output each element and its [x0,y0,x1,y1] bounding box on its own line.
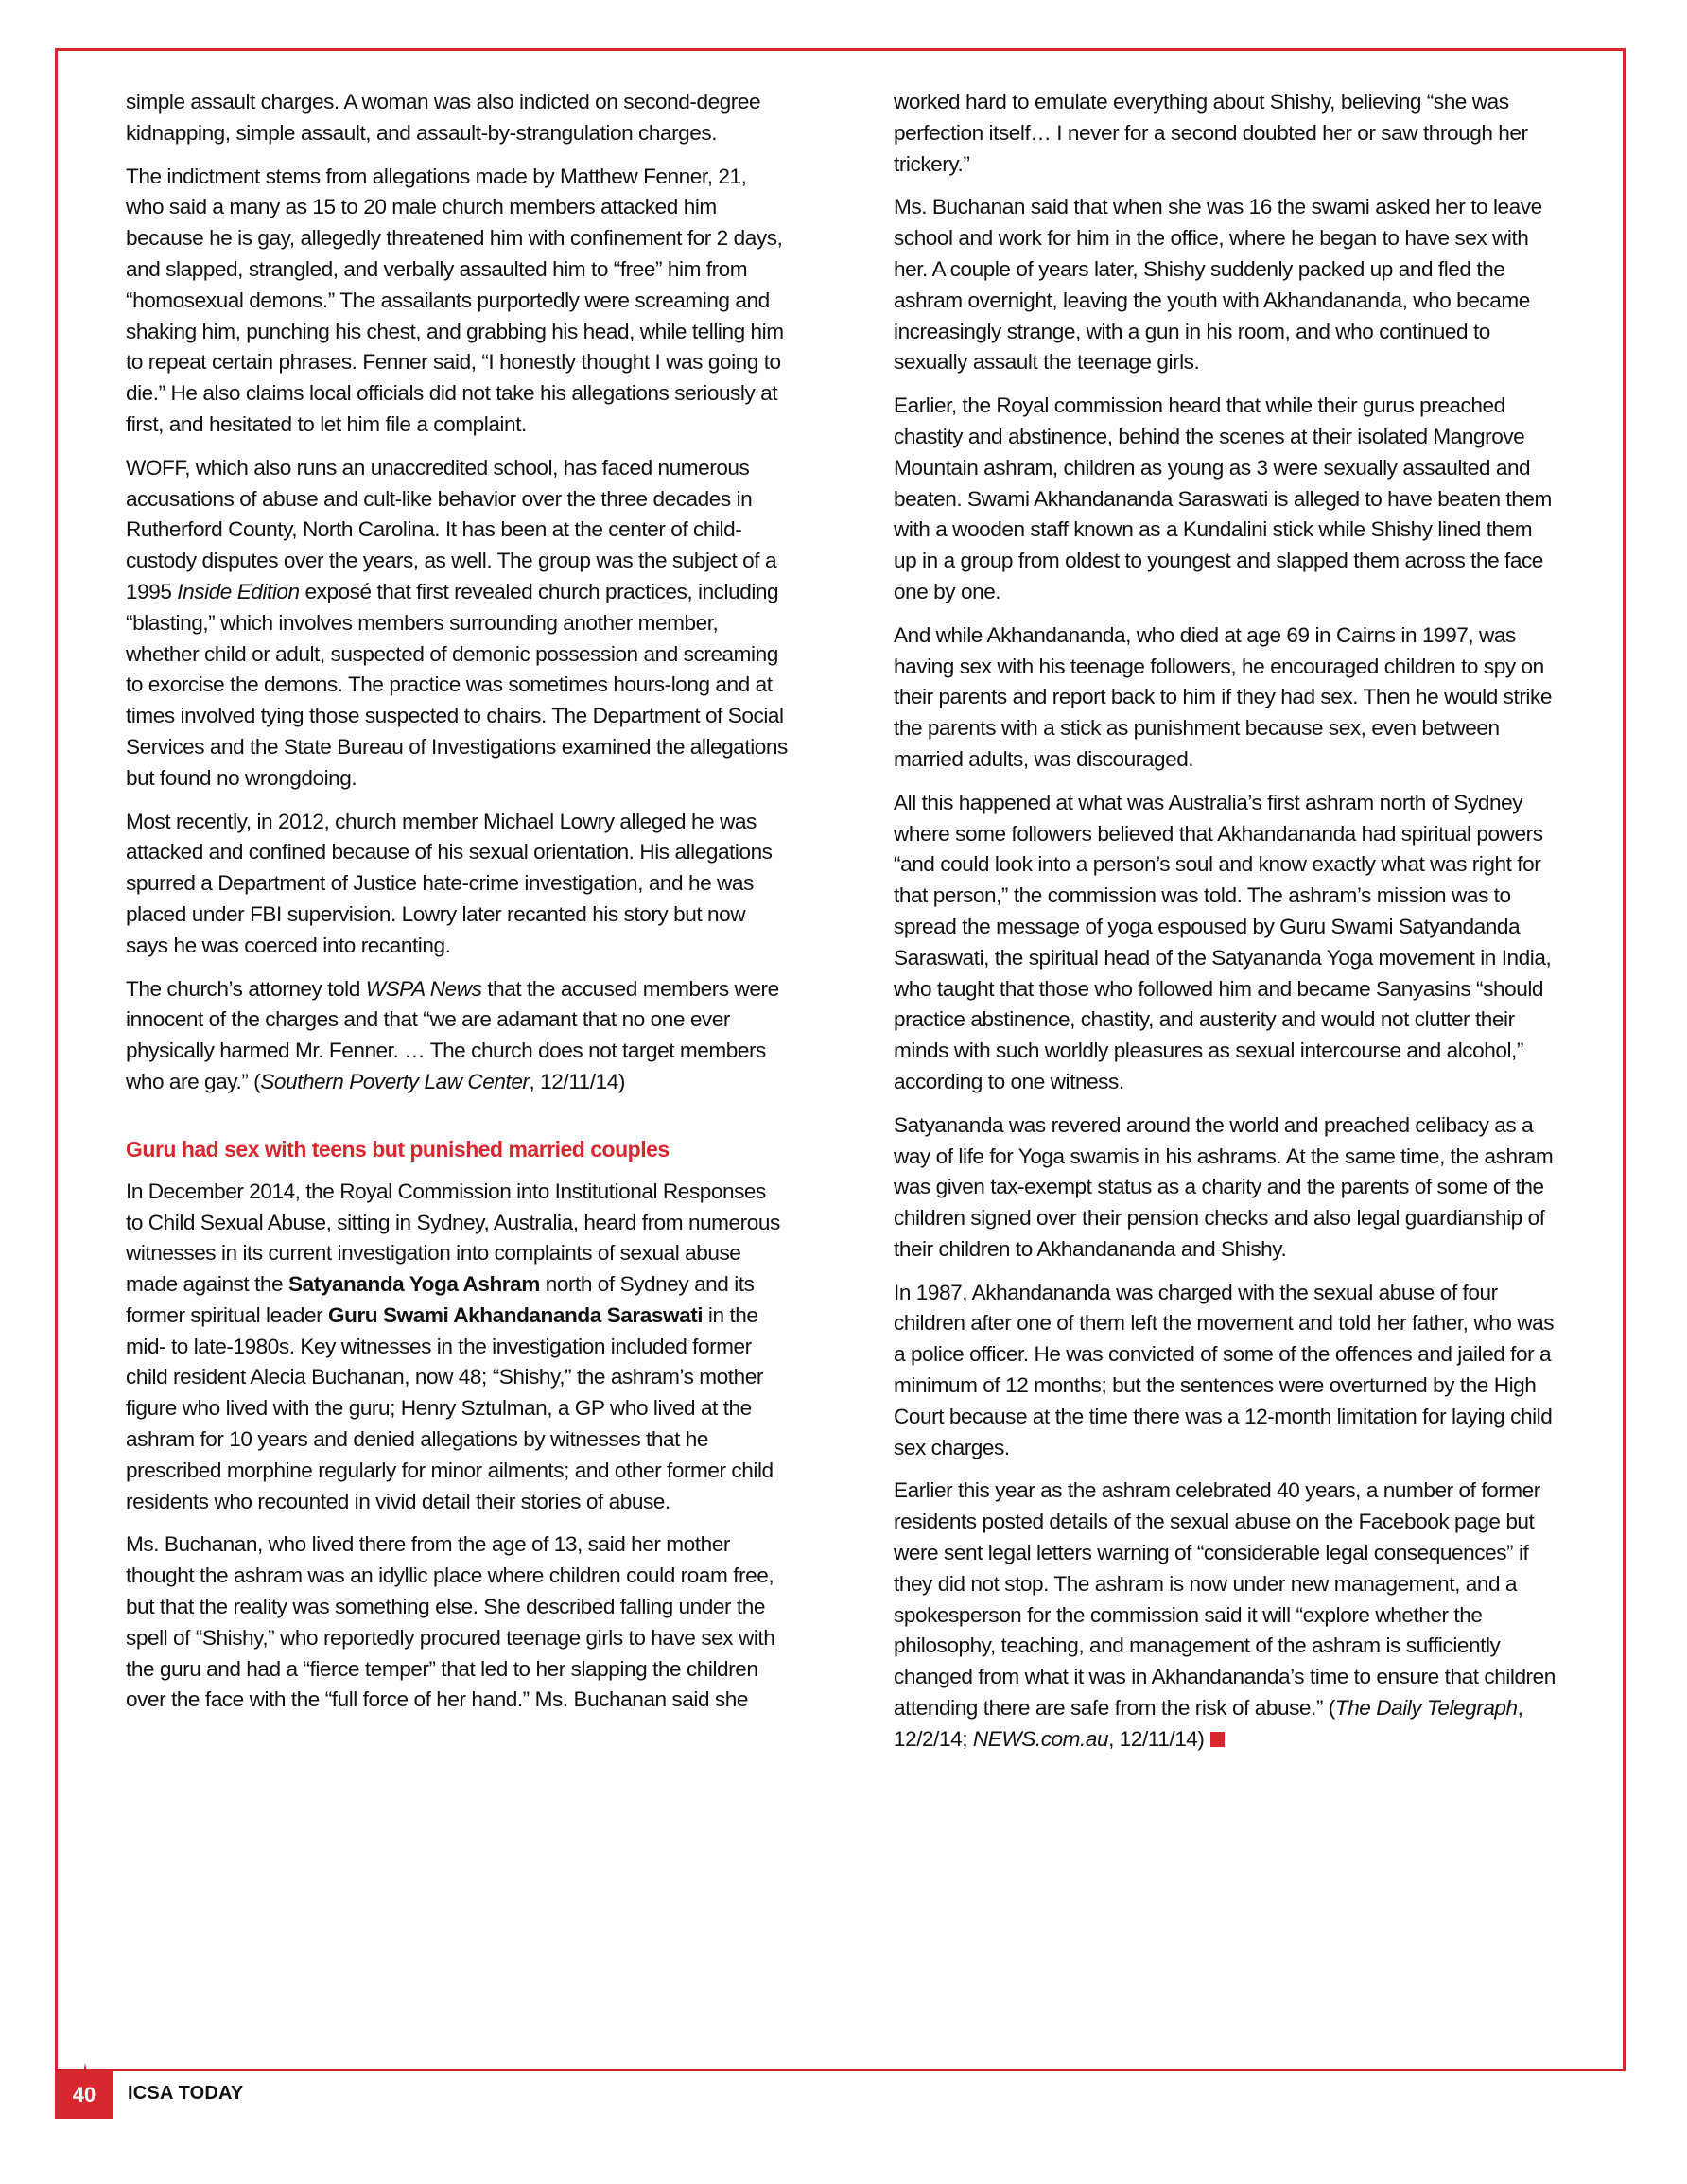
paragraph: Ms. Buchanan said that when she was 16 the swami asked her to leave school and work for him in the office, where he began to have sex with her. A couple of years later, Shishy suddenly packed up and fled the ashram overnight, leaving the youth with Akhandananda, who became increasingly strange, with a gun in his room, and who continued to sexually assault the teenage girls. [894,195,1542,375]
publication-title: Inside Edition [177,579,300,603]
paragraph: In December 2014, the Royal Commission into Institutional Responses to Child Sexual Abuse, sitting in Sydney, Australia, heard from numerous witnesses in its current investigation into complaints of sexual abuse made against the Satyananda Yoga Ashram north of Sydney and its former spiritual leader Guru Swami Akhandananda Saraswati in the mid- to late-1980s. Key witnesses in the investigation included former child resident Alecia Buchanan, now 48; “Shishy,” the ashram’s mother figure who lived with the guru; Henry Sztulman, a GP who lived at the ashram for 10 years and denied allegations by witnesses that he prescribed morphine regularly for minor ailments; and other former child residents who recounted in vivid detail their stories of abuse. [126,1179,780,1513]
page-number: 40 [55,2071,113,2119]
paragraph: Earlier this year as the ashram celebrated 40 years, a number of former residents posted details of the sexual abuse on the Facebook page but were sent legal letters warning of “considerable legal consequences” if they did not stop. The ashram is now under new management, and a spokesperson for the commission said it will “explore whether the philosophy, teaching, and management of the ashram is sufficiently changed from what it was in Akhandananda’s time to ensure that children attending there are safe from the risk of abuse.” (The Daily Telegraph, 12/2/14; NEWS.com.au, 12/11/14) [894,1478,1556,1751]
paragraph: Most recently, in 2012, church member Michael Lowry alleged he was attacked and confined because of his sexual orientation. His allegations spurred a Department of Justice hate-crime investigation, and he was placed under FBI supervision. Lowry later recanted his story but now says he was coerced into recanting. [126,809,773,957]
left-column [126,87,788,1728]
publication-name: ICSA TODAY [128,2083,244,2104]
source-citation: The Daily Telegraph [1334,1696,1518,1721]
paragraph: The indictment stems from allegations made by Matthew Fenner, 21, who said a many as 15 to 20 male church members attacked him because he is gay, allegedly threatened him with confinement for 2 days, and slapped, strangled, and verbally assaulted him to “free” him from “homosexual demons.” The assailants purportedly were screaming and shaking him, punching his chest, and grabbing his head, while telling him to repeat certain phrases. Fenner said, “I honestly thought I was going to die.” He also claims local officials did not take his allegations seriously at first, and hesitated to let him file a complaint. [126,164,784,436]
paragraph: Satyananda was revered around the world and preached celibacy as a way of life for Yoga swamis in his ashrams. At the same time, the ashram was given tax-exempt status as a charity and the parents of some of the children signed over their pension checks and also legal guardianship of their children to Akhandananda and Shishy. [894,1112,1554,1261]
bold-name: Guru Swami Akhandananda Saraswati [327,1302,704,1327]
paragraph: simple assault charges. A woman was also indicted on second-degree kidnapping, simple assault, and assault-by-strangulation charges. [126,90,761,145]
right-column [894,87,1556,1768]
paragraph: All this happened at what was Australia’s first ashram north of Sydney where some followers believed that Akhandananda had spiritual powers “and could look into a person’s soul and know exactly what was right for that person,” the commission was told. The ashram’s mission was to spread the message of yoga espoused by Guru Swami Satyandanda Saraswati, the spiritual head of the Satyananda Yoga movement in India, who taught that those who followed him and became Sanyasins “should practice abstinence, chastity, and austerity and would not clutter their minds with such worldly pleasures as sexual intercourse and alcohol,” according to one witness. [894,790,1552,1093]
section-heading: Guru had sex with teens but punished married couples [126,1136,670,1162]
source-citation: WSPA News [365,976,482,1001]
paragraph: And while Akhandananda, who died at age 69 in Cairns in 1997, was having sex with his teenage followers, he encouraged children to spy on their parents and report back to him if they had sex. Then he would strike the parents with a stick as punishment because sex, even between married adults, was discouraged. [894,622,1552,771]
paragraph: Earlier, the Royal commission heard that while their gurus preached chastity and abstinence, behind the scenes at their isolated Mangrove Mountain ashram, children as young as 3 were sexually assaulted and beaten. Swami Akhandananda Saraswati is alleged to have beaten them with a wooden staff known as a Kundalini stick while Shishy lined them up in a group from oldest to youngest and slapped them across the face one by one. [894,393,1552,603]
paragraph: Ms. Buchanan, who lived there from the age of 13, said her mother thought the ashram was an idyllic place where children could roam free, but that the reality was something else. She described falling under the spell of “Shishy,” who reportedly procured teenage girls to have sex with the guru and had a “fierce temper” that led to her slapping the children over the face with the “full force of her hand.” Ms. Buchanan said she [126,1532,775,1712]
source-citation: Southern Poverty Law Center [260,1069,530,1093]
paragraph: The church’s attorney told WSPA News that the accused members were innocent of the charges and that “we are adamant that no one ever physically harmed Mr. Fenner. … The church does not target members who are gay.” (Southern Poverty Law Center, 12/11/14) [126,976,779,1093]
bold-name: Satyananda Yoga Ashram [287,1272,540,1297]
paragraph: worked hard to emulate everything about Shishy, believing “she was perfection itself… I never for a second doubted her or saw through her trickery.” [894,90,1528,176]
source-citation: NEWS.com.au [972,1726,1109,1751]
paragraph: WOFF, which also runs an unaccredited school, has faced numerous accusations of abuse and cult-like behavior over the three decades in Rutherford County, North Carolina. It has been at the center of child-custody disputes over the years, as well. The group was the subject of a 1995 Inside Edition exposé that first revealed church practices, including “blasting,” which involves members surrounding another member, whether child or adult, suspected of demonic possession and screaming to exorcise the demons. The practice was sometimes hours-long and at times involved tying those suspected to chairs. The Department of Social Services and the State Bureau of Investigations examined the allegations but found no wrongdoing. [126,455,788,790]
end-of-article-square-icon [1210,1732,1225,1747]
paragraph: In 1987, Akhandananda was charged with the sexual abuse of four children after one of them left the movement and told her father, who was a police officer. He was convicted of some of the offences and jailed for a minimum of 12 months; but the sentences were overturned by the High Court because at the time there was a 12-month limitation for laying child sex charges. [894,1280,1555,1459]
